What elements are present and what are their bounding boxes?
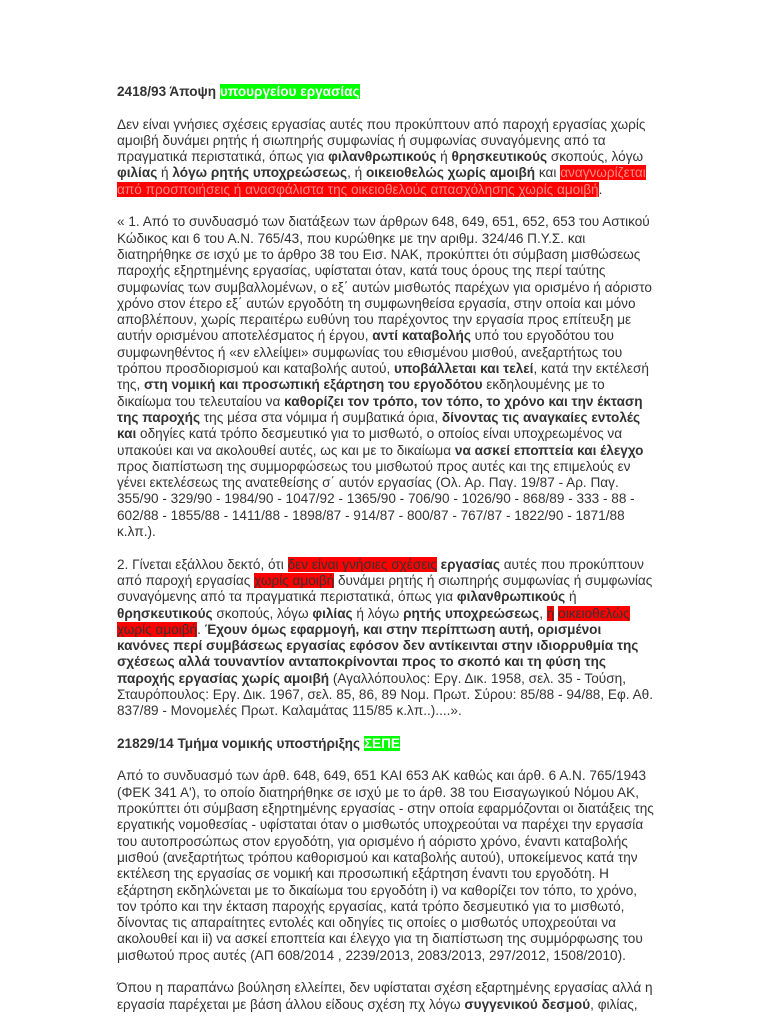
- text: 2. Γίνεται εξάλλου δεκτό, ότι: [117, 556, 288, 572]
- text: της μέσα στα νόμιμα ή συμβατικά όρια,: [200, 409, 442, 425]
- heading-text: 2418/93 Άποψη: [117, 84, 220, 99]
- bold-text: θρησκευτικούς: [451, 149, 548, 165]
- bold-text: οικειοθελώς χωρίς αμοιβή: [365, 165, 536, 181]
- text: προς διαπίστωση της συμμορφώσεως του μισθωτού προς αυτές και της επιμελούς εν γένει εκτελέσεως της ανατεθείσης σ΄ αυτόν εργασίας (Ολ. Αρ. Παγ. 19/87 - Αρ. Παγ. 355/90 - 329/90 - 1984/90 - 1047/92 - 1365/90 - 706/90 - 1026/90 - 868/89 - 333 - 88 - 602/88 - 1855/88 - 1411/88 - 1898/87 - 914/87 - 800/87 - 767/87 - 1822/90 - 1871/88 κ.λπ.).: [117, 458, 635, 540]
- paragraph-5: [117, 980, 657, 1013]
- text: ή: [157, 165, 173, 181]
- paragraph-2: [117, 214, 657, 540]
- text: Από το συνδυασμό των άρθ. 648, 649, 651 ΚΑΙ 653 ΑΚ καθώς και άρθ. 6 Α.Ν. 765/1943 (ΦΕΚ 341 Α'), το οποίο διατηρήθηκε σε ισχύ με το άρθ. 38 του Εισαγωγικού Νόμου ΑΚ, προκύπτει ότι σύμβαση εξηρτημένης εργασίας - στην οποία εφαρμόζονται οι διατάξεις της εργατικής νομοθεσίας - υφίσταται όταν ο μισθωτός υποχρεούται να παρέχει την εργασία του αυτοπροσώπως στον εργοδότη, για ορισμένο ή αόριστο χρόνο, έναντι καταβολής μισθού (ανεξαρτήτως τρόπου καθορισμού και καταβολής αυτού), υποκείμενος κατά την εκτέλεση της εργασίας σε νομική και προσωπική εξάρτηση έναντι του εργοδότη. Η εξάρτηση εκδηλώνεται με το δικαίωμα του εργοδότη i) να καθορίζει τον τόπο, το χρόνο, τον τρόπο και την έκταση παροχής εργασίας, κατά τρόπο δεσμευτικό για το μισθωτό, δίνοντας τις απαραίτητες εντολές και οδηγίες τις οποίες ο μισθωτός υποχρεούται να ακολουθεί και ii) να ασκεί εποπτεία και έλεγχο για τη διαπίστωση της συμμόρφωσης του μισθωτού προς αυτές (ΑΠ 608/2014 , 2239/2013, 2083/2013, 297/2012, 1508/2010).: [117, 768, 654, 963]
- bold-text: εργασίας: [440, 556, 500, 572]
- bold-text: να ασκεί εποπτεία και έλεγχο: [454, 442, 644, 458]
- bold-text: λόγω ρητής υποχρεώσεως: [172, 165, 348, 181]
- paragraph-4: [117, 768, 657, 964]
- bold-text: στη νομική και προσωπική εξάρτηση του εργοδότου: [144, 377, 483, 393]
- text: υπό του εργοδότου του συμφωνηθέντος ή «εν ελλείψει» συμφωνίας του εθισμένου μισθού, ανεξαρτήτως του τρόπου προσδιορισμού και καταβολής αυτού,: [117, 328, 623, 377]
- text: , ή: [347, 165, 366, 181]
- highlight-red: ή: [546, 605, 555, 621]
- paragraph-1: [117, 117, 657, 198]
- bold-text: φιλίας: [312, 605, 353, 621]
- highlight-red: αναγνωρίζεται από προσποιήσεις ή ανασφάλιστα της οικειοθελούς απασχόλησης χωρίς αμοιβή: [117, 165, 646, 197]
- highlight-red: χωρίς αμοιβή: [254, 572, 335, 588]
- bold-text: Έχουν όμως εφαρμογή, και στην περίπτωση αυτή, ορισμένοι κανόνες περί συμβάσεως εργασίας εφόσον δεν αντίκεινται στην ιδιορρυθμία της σχέσεως αλλά τουναντίον ανταποκρίνονται προς το σκοπό και τη φύση της παροχής εργασίας χωρίς αμοιβή: [117, 621, 639, 686]
- text: ή: [565, 589, 577, 605]
- text: .: [197, 621, 205, 637]
- bold-text: φιλανθρωπικούς: [328, 149, 437, 165]
- text: (Αγαλλόπουλος: Εργ. Δικ. 1958, σελ. 35 - Τούση, Σταυρόπουλος: Εργ. Δικ. 1967, σελ. 85, 86, 89 Νομ. Πρωτ. Σύρου: 85/88 - 94/88, Εφ. Αθ. 837/89 - Μονομελές Πρωτ. Καλαμάτας 115/85 κ.λπ..)....».: [117, 670, 653, 719]
- text: Δεν είναι γνήσιες σχέσεις εργασίας αυτές που προκύπτουν από παροχή εργασίας χωρίς αμοιβή δυνάμει ρητής ή σιωπηρής συμφωνίας ή συμφωνίας συναγόμενης από τα πραγματικά περιστατικά, όπως για: [117, 116, 646, 165]
- text: , κατά την εκτέλεσή της,: [117, 361, 649, 393]
- section-heading-21829-14: [117, 736, 657, 752]
- text: σκοπούς, λόγω: [212, 605, 313, 621]
- text: οδηγίες κατά τρόπο δεσμευτικό για το μισθωτό, ο οποίος είναι υποχρεωμένος να υπακούει και να ακολουθεί αυτές, ως και με το δικαίωμα: [117, 426, 623, 458]
- text: αυτές που προκύπτουν από παροχή εργασίας: [117, 556, 644, 588]
- bold-text: αντί καταβολής: [372, 328, 471, 344]
- highlight-red: δεν είναι γνήσιες σχέσεις: [287, 556, 437, 572]
- text: και: [535, 165, 561, 181]
- bold-text: καθορίζει τον τρόπο, τον τόπο, το χρόνο και την έκταση της παροχής: [117, 393, 643, 425]
- bold-text: ρητής υποχρεώσεως: [403, 605, 540, 621]
- text: , φιλίας,: [590, 996, 638, 1012]
- highlight-green: υπουργείου εργασίας: [219, 84, 360, 99]
- text: εκδηλουμένης με το δικαίωμα του τελευταίου να: [117, 377, 605, 409]
- bold-text: δίνοντας τις αναγκαίες εντολές και: [117, 409, 641, 442]
- document-body: [117, 84, 657, 1013]
- highlight-green: ΣΕΠΕ: [363, 735, 400, 751]
- text: « 1. Από το συνδυασμό των διατάξεων των άρθρων 648, 649, 651, 652, 653 του Αστικού Κώδικος και 6 του Α.Ν. 765/43, που κυρώθηκε με την αριθμ. 324/46 Π.Υ.Σ. και διατηρήθηκε σε ισχύ με το άρθρο 38 του Εισ. ΝΑΚ, προκύπτει ότι σύμβαση μισθώσεως παροχής εξηρτημένης εργασίας, υφίσταται όταν, κατά τους όρους της περί ταύτης συμφωνίας των συμβαλλομένων, ο εξ΄ αυτών μισθωτός παρέχων για ορισμένο ή αόριστο χρόνο στον έτερο εξ΄ αυτών εργοδότη τη συμφωνηθείσα εργασία, στην οποία και μόνο αποβλέπουν, χωρίς περαιτέρω ευθύνη του παρέχοντος την εργασία προς επίτευξη με αυτήν ορισμένου αποτελέσματος ή έργου,: [117, 214, 652, 344]
- paragraph-3: [117, 557, 657, 720]
- text: .: [598, 181, 603, 197]
- bold-text: θρησκευτικούς: [117, 605, 213, 621]
- text: ή λόγω: [352, 605, 404, 621]
- section-heading-2418-93: [117, 84, 657, 100]
- heading-text: 21829/14 Τμήμα νομικής υποστήριξης: [117, 735, 364, 751]
- bold-text: υποβάλλεται και τελεί: [394, 361, 534, 377]
- bold-text: φιλανθρωπικούς: [456, 589, 566, 605]
- text: ,: [539, 605, 547, 621]
- bold-text: φιλίας: [117, 165, 158, 181]
- text: σκοπούς, λόγω: [547, 149, 644, 165]
- highlight-red: οικειοθελώς χωρίς αμοιβή: [117, 605, 630, 637]
- text: ή: [436, 149, 452, 165]
- text: δυνάμει ρητής ή σιωπηρής συμφωνίας ή συμφωνίας συναγόμενης από τα πραγματικά περιστατικά, όπως για: [117, 572, 653, 605]
- text: Όπου η παραπάνω βούληση ελλείπει, δεν υφίσταται σχέση εξαρτημένης εργασίας αλλά η εργασία παρέχεται με βάση άλλου είδους σχέση πχ λόγω: [117, 980, 653, 1012]
- bold-text: συγγενικού δεσμού: [464, 996, 591, 1012]
